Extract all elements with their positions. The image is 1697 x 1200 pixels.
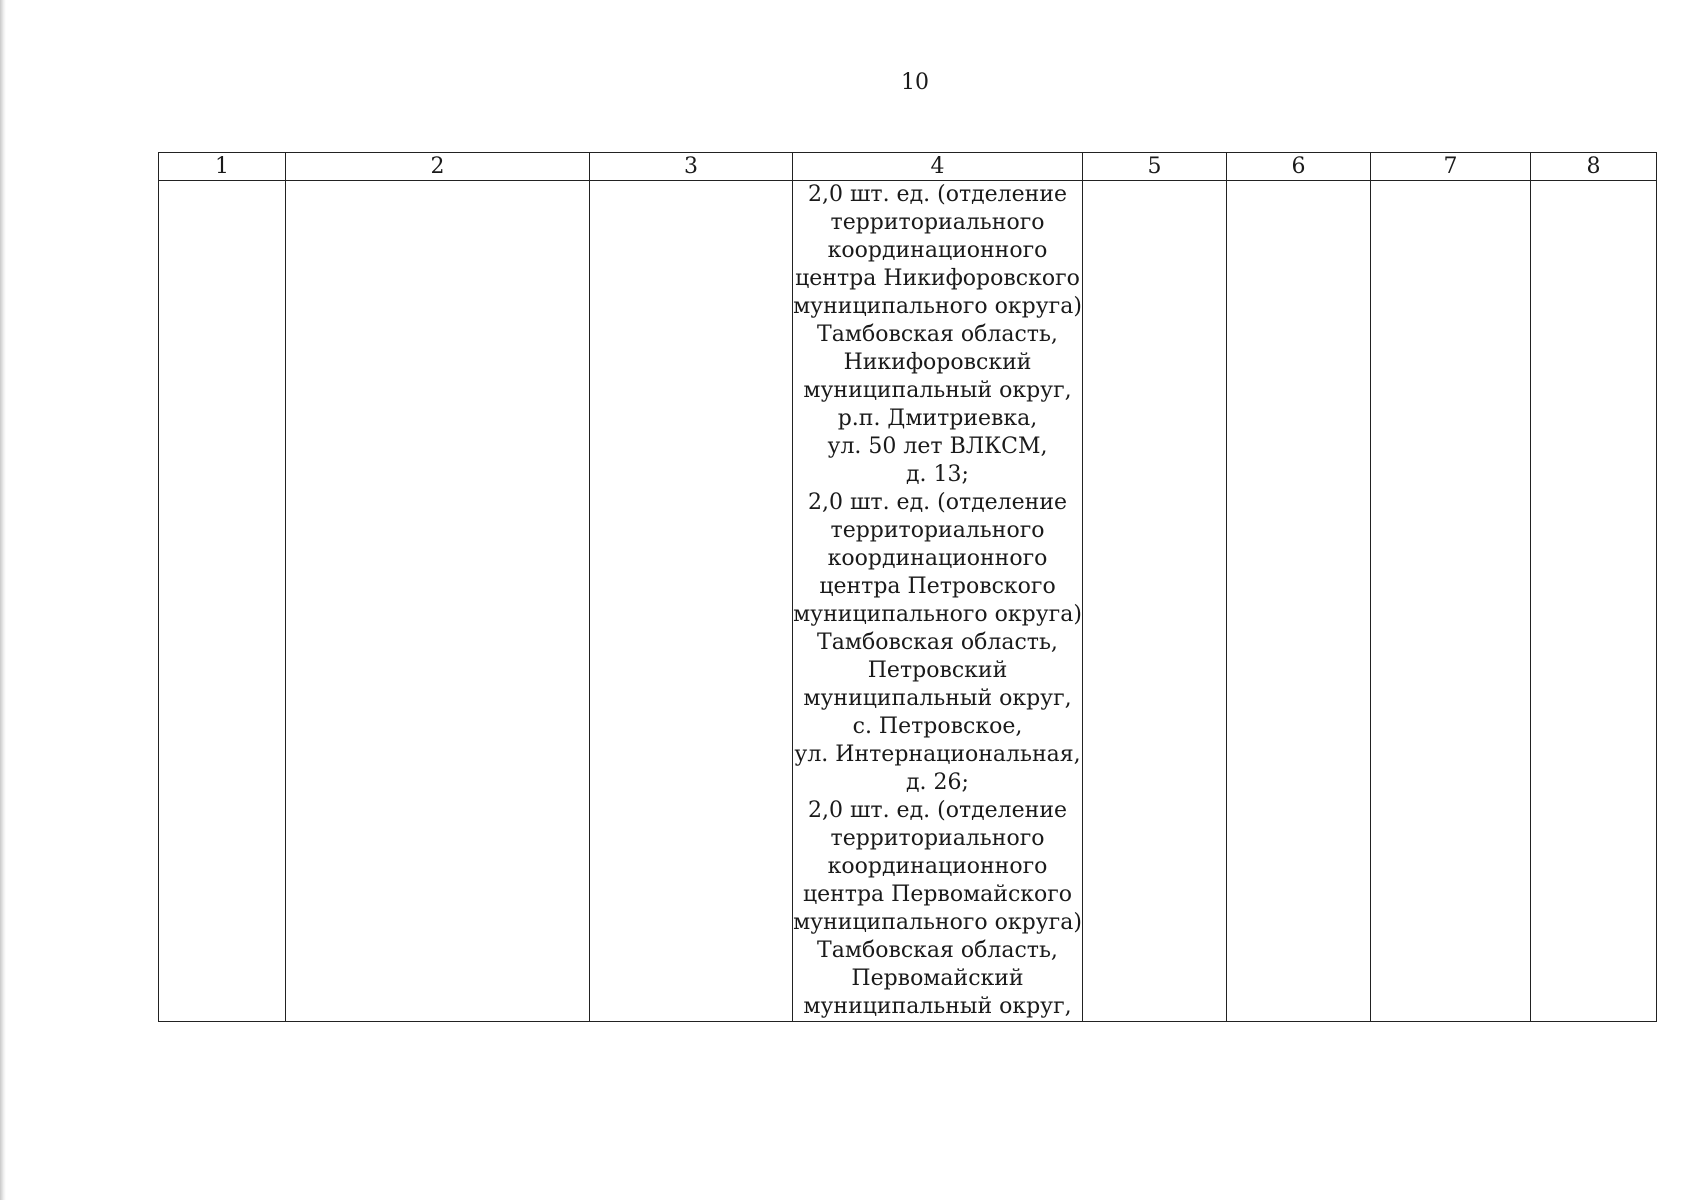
cell-text-line: координационного — [827, 854, 1048, 879]
column-header-1: 1 — [159, 153, 286, 181]
cell-col-5 — [1083, 181, 1227, 1022]
cell-text-line: центра Первомайского — [802, 882, 1073, 907]
cell-text-line: ул. Интернациональная, — [794, 742, 1081, 767]
cell-text-line: Тамбовская область, — [817, 938, 1058, 963]
cell-text-line: р.п. Дмитриевка, — [837, 406, 1038, 431]
cell-text-line: координационного — [827, 238, 1048, 263]
cell-col-3 — [590, 181, 793, 1022]
cell-text-line: Никифоровский — [843, 350, 1032, 375]
cell-col-8 — [1531, 181, 1657, 1022]
cell-text-line: Первомайский — [851, 966, 1024, 991]
page-number: 10 — [901, 70, 929, 95]
column-header-3: 3 — [590, 153, 793, 181]
cell-text-line: муниципальный округ, — [803, 686, 1072, 711]
cell-text-line: центра Петровского — [819, 574, 1056, 599]
cell-text-line: Петровский — [867, 658, 1008, 683]
column-header-6: 6 — [1227, 153, 1371, 181]
header-row — [159, 153, 1657, 181]
column-header-4: 4 — [793, 153, 1083, 181]
table-row — [159, 181, 1657, 1022]
cell-text-line: территориального — [830, 210, 1045, 235]
cell-text-line: 2,0 шт. ед. (отделение — [807, 490, 1068, 515]
cell-text-line: с. Петровское, — [852, 714, 1023, 739]
cell-text-line: координационного — [827, 546, 1048, 571]
cell-col-2 — [286, 181, 590, 1022]
cell-text-line: муниципальный округ, — [803, 994, 1072, 1019]
cell-col-1 — [159, 181, 286, 1022]
cell-text-line: ул. 50 лет ВЛКСМ, — [827, 434, 1048, 459]
cell-text-line: Тамбовская область, — [817, 322, 1058, 347]
cell-text-line: муниципального округа) — [793, 294, 1082, 319]
cell-col-4 — [793, 181, 1083, 1022]
scan-edge — [0, 0, 6, 1200]
cell-col-7 — [1371, 181, 1531, 1022]
column-header-2: 2 — [286, 153, 590, 181]
cell-text-line: 2,0 шт. ед. (отделение — [807, 182, 1068, 207]
cell-text-line: территориального — [830, 826, 1045, 851]
cell-text-line: д. 13; — [906, 462, 969, 487]
cell-text-line: центра Никифоровского — [795, 266, 1080, 291]
cell-text-line: д. 26; — [906, 770, 969, 795]
cell-text-line: муниципального округа) — [793, 910, 1082, 935]
cell-text-line: Тамбовская область, — [817, 630, 1058, 655]
data-table — [158, 152, 1657, 1022]
cell-col-6 — [1227, 181, 1371, 1022]
cell-text-line: 2,0 шт. ед. (отделение — [807, 798, 1068, 823]
cell-text-line: муниципального округа) — [793, 602, 1082, 627]
column-header-5: 5 — [1083, 153, 1227, 181]
column-header-7: 7 — [1371, 153, 1531, 181]
cell-text-line: территориального — [830, 518, 1045, 543]
column-header-8: 8 — [1531, 153, 1657, 181]
cell-text-line: муниципальный округ, — [803, 378, 1072, 403]
